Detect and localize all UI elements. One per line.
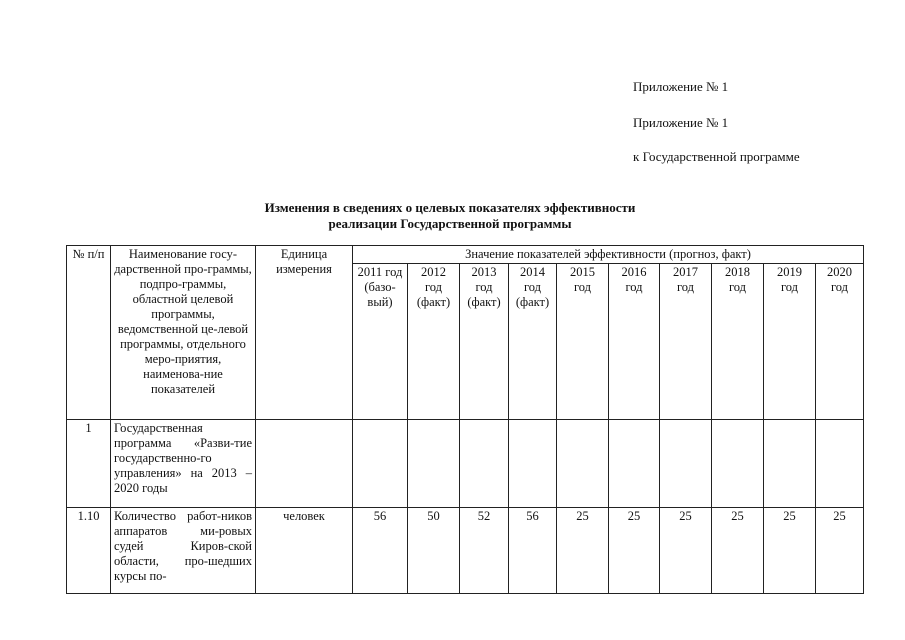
row-name: Государственная программа «Разви-тие государственно-го управления» на 2013 – 2020 годы: [111, 420, 256, 508]
row-value: 56: [509, 508, 557, 594]
document-title: [0, 200, 900, 232]
row-value: [712, 420, 764, 508]
row-value: [660, 420, 712, 508]
row-value: 25: [660, 508, 712, 594]
row-unit: человек: [256, 508, 353, 594]
row-value: 56: [353, 508, 408, 594]
title-line-1: Изменения в сведениях о целевых показателях эффективности: [264, 200, 636, 215]
appendix-label-3: к Государственной программе: [633, 149, 800, 164]
header-year-2014: 2014 год (факт): [509, 264, 557, 420]
row-value: [509, 420, 557, 508]
header-year-2019: 2019 год: [764, 264, 816, 420]
row-name: Количество работ-ников аппаратов ми-ровых судей Киров-ской области, про-шедших курсы по-: [111, 508, 256, 594]
header-year-2020: 2020 год: [816, 264, 864, 420]
indicators-table: [66, 245, 864, 594]
title-line-2: реализации Государственной программы: [328, 216, 572, 231]
row-value: [764, 420, 816, 508]
row-value: 25: [609, 508, 660, 594]
appendix-label-2: Приложение № 1: [633, 115, 729, 130]
table-row: [67, 508, 864, 594]
header-year-2011: 2011 год (базо-вый): [353, 264, 408, 420]
appendix-label-1: Приложение № 1: [633, 79, 729, 94]
table-row: [67, 420, 864, 508]
row-value: 25: [712, 508, 764, 594]
header-num: № п/п: [67, 246, 111, 420]
header-unit: Единица измерения: [256, 246, 353, 420]
header-values-group: Значение показателей эффективности (прогноз, факт): [353, 246, 864, 264]
row-value: 25: [557, 508, 609, 594]
header-year-2015: 2015 год: [557, 264, 609, 420]
row-value: 52: [460, 508, 509, 594]
row-value: [353, 420, 408, 508]
header-name: Наименование госу-дарственной про-граммы, подпро-граммы, областной целевой программы, ведомственной це-левой программы, отдельного меро-приятия, наименова-ние показателей: [111, 246, 256, 420]
row-value: 50: [408, 508, 460, 594]
row-value: [408, 420, 460, 508]
row-value: [609, 420, 660, 508]
row-unit: [256, 420, 353, 508]
header-year-2018: 2018 год: [712, 264, 764, 420]
header-year-2016: 2016 год: [609, 264, 660, 420]
row-value: [557, 420, 609, 508]
header-year-2012: 2012 год (факт): [408, 264, 460, 420]
row-num: 1.10: [67, 508, 111, 594]
row-value: 25: [764, 508, 816, 594]
row-value: [460, 420, 509, 508]
row-num: 1: [67, 420, 111, 508]
row-value: 25: [816, 508, 864, 594]
header-year-2013: 2013 год (факт): [460, 264, 509, 420]
row-value: [816, 420, 864, 508]
header-year-2017: 2017 год: [660, 264, 712, 420]
